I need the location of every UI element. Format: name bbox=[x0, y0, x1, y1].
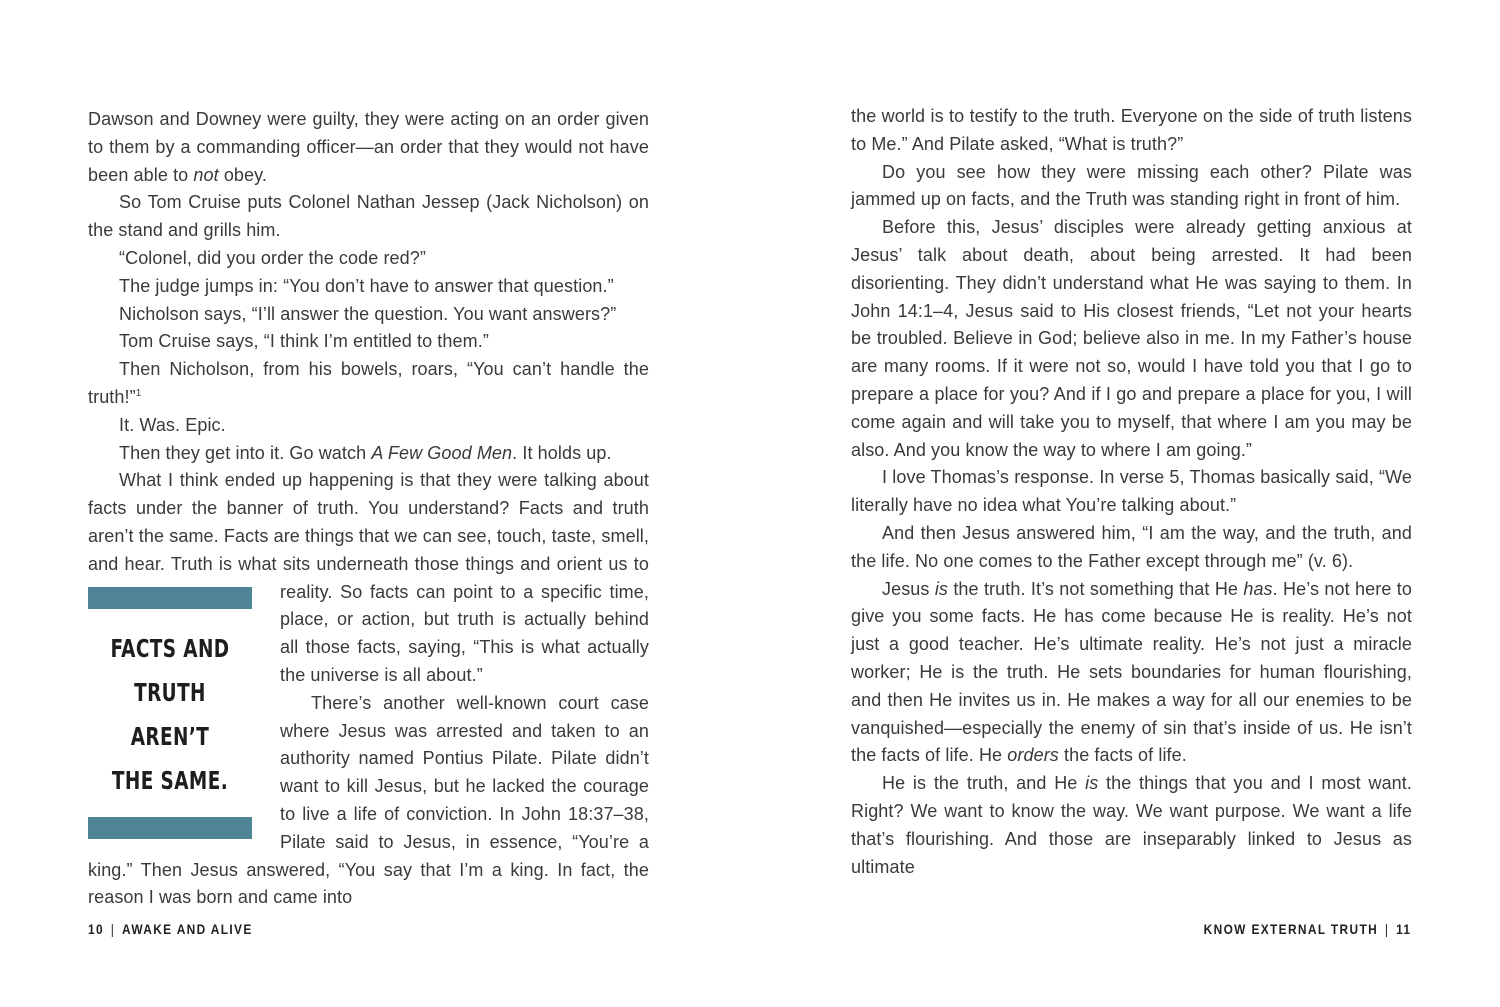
body-paragraph bbox=[88, 356, 649, 412]
text-run: He is the truth, and He bbox=[882, 773, 1086, 794]
pull-quote-line: TRUTH AREN’T bbox=[130, 677, 210, 751]
pull-quote-top-bar bbox=[88, 587, 252, 609]
pull-quote-bottom-bar bbox=[88, 817, 252, 839]
body-paragraph bbox=[851, 576, 1412, 771]
body-paragraph bbox=[88, 273, 649, 301]
text-run: Jesus bbox=[882, 578, 935, 599]
pull-quote bbox=[88, 587, 252, 839]
body-paragraph bbox=[88, 412, 649, 440]
left-page-body bbox=[88, 106, 649, 912]
right-page bbox=[750, 0, 1500, 1007]
body-paragraph bbox=[88, 245, 649, 273]
text-run: the truth. It’s not something that He bbox=[948, 578, 1244, 599]
body-paragraph bbox=[88, 189, 649, 245]
body-paragraph bbox=[88, 301, 649, 329]
body-paragraph-continued: reality. So facts can point to a specific time, place, or action, but truth is actually behind all those facts, saying, “This is what actually the universe is all about.” bbox=[280, 581, 649, 685]
text-run: Dawson and Downey were guilty, they were acting on an order given to them by a commanding officer—an order that they would not have been able to bbox=[88, 109, 649, 185]
text-run: Then they get into it. Go watch bbox=[119, 442, 372, 463]
text-run: Before this, Jesus’ disciples were already getting anxious at Jesus’ talk about death, about being arrested. It had been disorienting. They didn’t understand what He was saying to them. In John 14:1–4, Jesus said to His closest friends, “Let not your hearts be troubled. Believe in God; believe also in me. In my Father’s house are many rooms. If it were not so, would I have told you that I go to prepare a place for you? And if I go and prepare a place for you, I will come again and will take you to myself, that where I am you may be also. And you know the way to where I am going.” bbox=[851, 217, 1412, 460]
text-run: the facts of life. bbox=[1058, 745, 1187, 766]
body-paragraph bbox=[88, 328, 649, 356]
body-paragraph: What I think ended up happening is that they were talking about facts under the banner of truth. You understand? Facts and truth aren’t the same. Facts are things that we can see, touch, taste, smell, and hear. Truth is what sits underneath those things and orient us to bbox=[88, 470, 649, 574]
text-run: “Colonel, did you order the code red?” bbox=[119, 247, 426, 268]
pull-quote-line: THE SAME. bbox=[111, 765, 229, 795]
page-number: 10 bbox=[88, 921, 104, 937]
text-run: So Tom Cruise puts Colonel Nathan Jessep (Jack Nicholson) on the stand and grills him. bbox=[88, 192, 649, 241]
text-run: It. Was. Epic. bbox=[119, 414, 226, 435]
body-paragraph bbox=[88, 106, 649, 189]
emphasis-text: orders bbox=[1007, 745, 1059, 766]
text-run: the things that you and I most want. Right? We want to know the way. We want purpose. We want a life that’s flourishing. And those are inseparably linked to Jesus as ultimate bbox=[851, 773, 1412, 877]
text-run: Then Nicholson, from his bowels, roars, “You can’t handle the truth!” bbox=[88, 359, 649, 407]
emphasis-text: is bbox=[1085, 773, 1099, 794]
text-run: Tom Cruise says, “I think I’m entitled to them.” bbox=[119, 331, 489, 352]
footer-separator: | bbox=[110, 921, 116, 937]
footer-separator: | bbox=[1384, 921, 1389, 937]
text-run: the world is to testify to the truth. Everyone on the side of truth listens to Me.” And Pilate asked, “What is truth?” bbox=[851, 106, 1412, 154]
body-paragraph bbox=[88, 440, 649, 468]
emphasis-text: has bbox=[1243, 578, 1273, 599]
footnote-marker: 1 bbox=[135, 387, 142, 399]
page-number: 11 bbox=[1395, 921, 1411, 937]
left-running-footer bbox=[88, 921, 253, 937]
right-page-body bbox=[851, 103, 1412, 881]
text-run: The judge jumps in: “You don’t have to answer that question.” bbox=[119, 275, 614, 296]
pull-quote-line: FACTS AND bbox=[110, 633, 230, 663]
emphasis-text: not bbox=[193, 164, 219, 185]
body-paragraph bbox=[851, 103, 1412, 159]
body-paragraph bbox=[851, 520, 1412, 576]
body-paragraph bbox=[851, 159, 1412, 215]
book-title: AWAKE AND ALIVE bbox=[122, 921, 253, 937]
text-run: obey. bbox=[218, 164, 268, 185]
text-run: And then Jesus answered him, “I am the way, and the truth, and the life. No one comes to the Father except through me” (v. 6). bbox=[851, 522, 1412, 571]
text-run: Do you see how they were missing each other? Pilate was jammed up on facts, and the Truth was standing right in front of him. bbox=[851, 161, 1412, 210]
text-run: There’s another well-known court case where Jesus was arrested and taken to an authority named Pontius Pilate. Pilate didn’t want to kill Jesus, but he lacked the courage to live a life of conviction. In John 18:37–38, Pilate said to Jesus, in essence, “You’re a king.” Then Jesus answered, “You say that I’m a king. In fact, the reason I was born and came into bbox=[88, 692, 649, 908]
text-run: . He’s not here to give you some facts. He has come because He is reality. He’s not just a good teacher. He’s ultimate reality. He’s not just a miracle worker; He is the truth. He sets boundaries for human flourishing, and then He invites us in. He makes a way for all our enemies to be vanquished—especially the enemy of sin that’s inside of us. He isn’t the facts of life. He bbox=[851, 578, 1412, 766]
text-run: I love Thomas’s response. In verse 5, Thomas basically said, “We literally have no idea what You’re talking about.” bbox=[851, 467, 1412, 516]
chapter-title: KNOW EXTERNAL TRUTH bbox=[1203, 921, 1378, 937]
body-paragraph bbox=[851, 770, 1412, 881]
body-paragraph bbox=[851, 214, 1412, 464]
text-run: . It holds up. bbox=[512, 442, 612, 463]
emphasis-text: A Few Good Men bbox=[371, 442, 513, 463]
right-running-footer bbox=[1203, 921, 1411, 937]
body-paragraph bbox=[851, 464, 1412, 520]
text-run: Nicholson says, “I’ll answer the question. You want answers?” bbox=[119, 303, 617, 324]
emphasis-text: is bbox=[934, 578, 949, 599]
